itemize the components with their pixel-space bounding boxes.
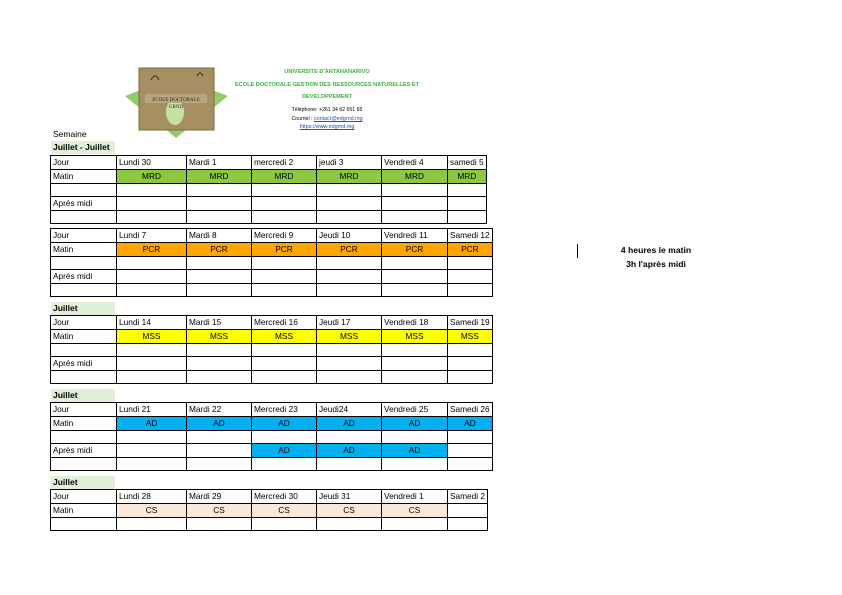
day-header-cell[interactable]: Vendredi 4 [382,156,448,170]
email-line [232,116,422,122]
empty-cell[interactable] [317,458,382,471]
apres-midi-activity-cell[interactable]: AD [382,444,448,458]
website-line [232,124,422,130]
empty-cell[interactable] [187,284,252,297]
day-header-cell[interactable]: Mardi 15 [187,316,252,330]
day-header-cell[interactable]: Mercredi 30 [252,490,317,504]
website-link[interactable]: https://www.edgrnd.mg [299,124,355,130]
empty-cell[interactable] [317,344,382,357]
week-5-label: Juillet [51,476,115,489]
empty-cell[interactable] [117,371,187,384]
matin-label-cell[interactable]: Matin [51,330,117,344]
matin-label-cell[interactable]: Matin [51,170,117,184]
apres-midi-activity-cell[interactable] [382,197,448,211]
day-header-cell[interactable]: samedi 5 [448,156,487,170]
empty-cell[interactable] [448,211,487,224]
matin-activity-cell[interactable]: PCR [117,243,187,257]
empty-cell[interactable] [252,257,317,270]
empty-cell[interactable] [117,431,187,444]
apres-midi-activity-cell[interactable] [117,197,187,211]
empty-cell[interactable] [317,371,382,384]
apres-midi-label-cell[interactable]: Après midi [51,197,117,211]
matin-activity-cell[interactable]: MRD [317,170,382,184]
empty-cell[interactable] [448,257,493,270]
empty-cell[interactable] [117,344,187,357]
empty-cell[interactable] [252,284,317,297]
day-header-cell[interactable]: mercredi 2 [252,156,317,170]
empty-cell[interactable] [382,431,448,444]
week-5-table [50,489,488,531]
day-header-cell[interactable]: Mardi 29 [187,490,252,504]
apres-midi-row [51,357,493,371]
matin-row [51,417,493,431]
empty-cell[interactable] [51,458,117,471]
empty-cell[interactable] [51,184,117,197]
jour-row [51,316,493,330]
empty-cell[interactable] [117,211,187,224]
empty-cell[interactable] [117,284,187,297]
empty-cell[interactable] [448,184,487,197]
day-header-cell[interactable]: Samedi 26 [448,403,493,417]
note-afternoon-hours: 3h l'après midi [626,259,686,269]
day-header-cell[interactable]: Mardi 1 [187,156,252,170]
empty-cell[interactable] [187,211,252,224]
empty-cell[interactable] [51,257,117,270]
apres-midi-activity-cell[interactable] [252,270,317,284]
empty-cell[interactable] [382,344,448,357]
matin-row [51,504,488,518]
empty-cell[interactable] [252,458,317,471]
day-header-cell[interactable]: Jeudi 10 [317,229,382,243]
empty-cell[interactable] [51,344,117,357]
day-header-cell[interactable]: Jeudi 17 [317,316,382,330]
week-2-table [50,228,493,297]
blank-row [51,344,493,357]
empty-cell[interactable] [187,257,252,270]
matin-activity-cell[interactable]: MSS [187,330,252,344]
day-header-cell[interactable]: Samedi 2 [448,490,488,504]
apres-midi-label-cell[interactable]: Après midi [51,270,117,284]
day-header-cell[interactable]: Jeudi24 [317,403,382,417]
day-header-cell[interactable]: Lundi 21 [117,403,187,417]
matin-activity-cell[interactable]: MRD [448,170,487,184]
empty-cell[interactable] [187,431,252,444]
empty-cell[interactable] [448,518,488,531]
day-header-cell[interactable]: Vendredi 25 [382,403,448,417]
empty-cell[interactable] [317,284,382,297]
apres-midi-activity-cell[interactable] [252,197,317,211]
matin-row [51,330,493,344]
matin-activity-cell[interactable]: CS [187,504,252,518]
empty-cell[interactable] [448,431,493,444]
empty-cell[interactable] [117,518,187,531]
matin-activity-cell[interactable]: CS [382,504,448,518]
apres-midi-activity-cell[interactable] [187,197,252,211]
apres-midi-activity-cell[interactable] [187,270,252,284]
jour-row [51,490,488,504]
apres-midi-activity-cell[interactable] [448,357,493,371]
week-4-table [50,402,493,471]
empty-cell[interactable] [448,344,493,357]
empty-cell[interactable] [317,518,382,531]
matin-row [51,170,487,184]
empty-cell[interactable] [382,211,448,224]
empty-cell[interactable] [187,184,252,197]
note-morning-hours: 4 heures le matin [620,245,692,255]
day-header-cell[interactable]: Vendredi 1 [382,490,448,504]
apres-midi-activity-cell[interactable] [117,270,187,284]
day-header-cell[interactable]: Lundi 7 [117,229,187,243]
empty-cell[interactable] [187,518,252,531]
matin-activity-cell[interactable]: PCR [252,243,317,257]
apres-midi-activity-cell[interactable] [117,357,187,371]
jour-label-cell[interactable]: Jour [51,316,117,330]
matin-activity-cell[interactable]: MSS [117,330,187,344]
empty-cell[interactable] [448,284,493,297]
day-header-cell[interactable]: jeudi 3 [317,156,382,170]
day-header-cell[interactable]: Lundi 30 [117,156,187,170]
apres-midi-activity-cell[interactable]: AD [252,444,317,458]
matin-activity-cell[interactable]: AD [382,417,448,431]
jour-label-cell[interactable]: Jour [51,229,117,243]
matin-activity-cell[interactable]: AD [448,417,493,431]
apres-midi-activity-cell[interactable]: AD [317,444,382,458]
matin-activity-cell[interactable] [448,504,488,518]
matin-activity-cell[interactable]: AD [117,417,187,431]
empty-cell[interactable] [317,211,382,224]
day-header-cell[interactable]: Vendredi 11 [382,229,448,243]
blank-row [51,184,487,197]
logo-text-top: ECOLE DOCTORALE [152,98,200,103]
empty-cell[interactable] [117,184,187,197]
empty-cell[interactable] [252,184,317,197]
empty-cell[interactable] [252,211,317,224]
day-header-cell[interactable]: Jeudi 31 [317,490,382,504]
email-link[interactable]: contact@edgrnd.mg [313,116,363,122]
day-header-cell[interactable]: Lundi 14 [117,316,187,330]
empty-cell[interactable] [117,257,187,270]
empty-cell[interactable] [448,371,493,384]
empty-cell[interactable] [187,371,252,384]
jour-label-cell[interactable]: Jour [51,490,117,504]
day-header-cell[interactable]: Mardi 8 [187,229,252,243]
matin-activity-cell[interactable]: MRD [382,170,448,184]
blank-row [51,257,493,270]
matin-activity-cell[interactable]: PCR [317,243,382,257]
apres-midi-activity-cell[interactable] [252,357,317,371]
apres-midi-activity-cell[interactable] [187,444,252,458]
matin-activity-cell[interactable]: CS [117,504,187,518]
matin-label-cell[interactable]: Matin [51,243,117,257]
empty-cell[interactable] [317,431,382,444]
empty-cell[interactable] [51,431,117,444]
day-header-cell[interactable]: Samedi 19 [448,316,493,330]
empty-cell[interactable] [317,184,382,197]
week-4-label: Juillet [51,389,115,402]
empty-cell[interactable] [317,257,382,270]
apres-midi-activity-cell[interactable] [382,357,448,371]
jour-label-cell[interactable]: Jour [51,403,117,417]
matin-activity-cell[interactable]: PCR [382,243,448,257]
apres-midi-row [51,444,493,458]
matin-activity-cell[interactable]: AD [187,417,252,431]
blank-row [51,458,493,471]
matin-activity-cell[interactable]: MSS [317,330,382,344]
semaine-label: Semaine [53,129,87,139]
empty-cell[interactable] [382,458,448,471]
empty-cell[interactable] [448,458,493,471]
text-cursor-mark [577,244,578,258]
apres-midi-activity-cell[interactable] [117,444,187,458]
apres-midi-activity-cell[interactable] [448,270,493,284]
day-header-cell[interactable]: Vendredi 18 [382,316,448,330]
matin-activity-cell[interactable]: AD [252,417,317,431]
apres-midi-activity-cell[interactable] [382,270,448,284]
empty-cell[interactable] [51,371,117,384]
day-header-cell[interactable]: Mercredi 23 [252,403,317,417]
week-1-table [50,155,487,224]
apres-midi-row [51,197,487,211]
empty-cell[interactable] [51,284,117,297]
jour-row [51,156,487,170]
phone-number: Téléphone: +261 34 62 651 65 [291,107,363,113]
blank-row [51,371,493,384]
day-header-cell[interactable]: Mercredi 16 [252,316,317,330]
week-3-label: Juillet [51,302,115,315]
apres-midi-activity-cell[interactable] [448,197,487,211]
matin-activity-cell[interactable]: AD [317,417,382,431]
blank-row [51,431,493,444]
apres-midi-activity-cell[interactable] [317,357,382,371]
day-header-cell[interactable]: Mardi 22 [187,403,252,417]
school-name-line1: ECOLE DOCTORALE GESTION DES RESSOURCES NATURELLES ET [234,82,420,88]
email-prefix: Courriel : [291,116,314,122]
university-name: UNIVERSITE D'ANTANANARIVO [284,69,370,75]
apres-midi-label-cell[interactable]: Après midi [51,357,117,371]
empty-cell[interactable] [382,284,448,297]
apres-midi-label-cell[interactable]: Après midi [51,444,117,458]
matin-activity-cell[interactable]: MSS [252,330,317,344]
matin-activity-cell[interactable]: PCR [187,243,252,257]
apres-midi-row [51,270,493,284]
blank-row [51,284,493,297]
jour-label-cell[interactable]: Jour [51,156,117,170]
week-3-table [50,315,493,384]
matin-activity-cell[interactable]: PCR [448,243,493,257]
empty-cell[interactable] [252,518,317,531]
matin-activity-cell[interactable]: CS [317,504,382,518]
empty-cell[interactable] [252,371,317,384]
matin-activity-cell[interactable]: MRD [252,170,317,184]
apres-midi-activity-cell[interactable] [317,270,382,284]
apres-midi-activity-cell[interactable] [448,444,493,458]
apres-midi-activity-cell[interactable] [187,357,252,371]
blank-row [51,211,487,224]
matin-activity-cell[interactable]: MRD [187,170,252,184]
matin-row [51,243,493,257]
day-header-cell[interactable]: Samedi 12 [448,229,493,243]
empty-cell[interactable] [187,344,252,357]
blank-row [51,518,488,531]
empty-cell[interactable] [252,431,317,444]
empty-cell[interactable] [252,344,317,357]
jour-row [51,403,493,417]
empty-cell[interactable] [187,458,252,471]
empty-cell[interactable] [51,518,117,531]
jour-row [51,229,493,243]
empty-cell[interactable] [382,257,448,270]
apres-midi-activity-cell[interactable] [317,197,382,211]
matin-label-cell[interactable]: Matin [51,417,117,431]
empty-cell[interactable] [117,458,187,471]
day-header-cell[interactable]: Mercredi 9 [252,229,317,243]
matin-activity-cell[interactable]: CS [252,504,317,518]
empty-cell[interactable] [382,518,448,531]
day-header-cell[interactable]: Lundi 28 [117,490,187,504]
matin-activity-cell[interactable]: MSS [382,330,448,344]
empty-cell[interactable] [51,211,117,224]
week-1-label: Juillet - Juillet [51,141,115,154]
logo-text-mid: GRND [168,105,184,110]
school-logo [125,66,228,138]
empty-cell[interactable] [382,184,448,197]
school-name-line2: DEVELOPPEMENT [301,94,353,100]
matin-activity-cell[interactable]: MSS [448,330,493,344]
matin-activity-cell[interactable]: MRD [117,170,187,184]
matin-label-cell[interactable]: Matin [51,504,117,518]
empty-cell[interactable] [382,371,448,384]
